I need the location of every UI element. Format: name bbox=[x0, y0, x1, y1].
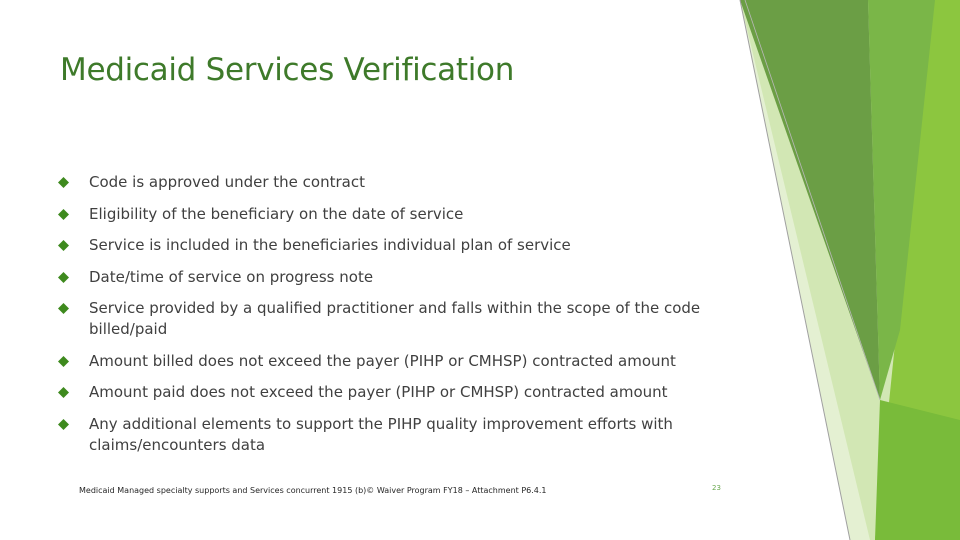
facet-lime bbox=[875, 400, 960, 540]
list-item bbox=[58, 414, 738, 456]
bullet-text: Code is approved under the contract bbox=[89, 173, 365, 191]
bullet-text: Service is included in the beneficiaries individual plan of service bbox=[89, 236, 571, 254]
slide-title: Medicaid Services Verification bbox=[60, 52, 515, 88]
list-item bbox=[58, 382, 738, 403]
list-item bbox=[58, 267, 738, 288]
bullet-text: Amount billed does not exceed the payer (PIHP or CMHSP) contracted amount bbox=[89, 351, 676, 370]
bullet-text: Date/time of service on progress note bbox=[89, 267, 374, 286]
list-item bbox=[58, 298, 738, 340]
bullet-text: Amount paid does not exceed the payer (PIHP or CMHSP) contracted amount bbox=[89, 383, 668, 401]
bullet-text: Service provided by a qualified practitioner and falls within the scope of the code billed/paid bbox=[89, 299, 701, 338]
diamond-bullet-icon bbox=[58, 272, 69, 283]
diamond-bullet-icon bbox=[58, 387, 69, 398]
bullet-list bbox=[58, 172, 738, 466]
diamond-bullet-icon bbox=[58, 419, 69, 430]
list-item bbox=[58, 351, 738, 372]
list-item bbox=[58, 235, 738, 256]
slide-footer: Medicaid Managed specialty supports and Services concurrent 1915 (b)© Waiver Program FY18 – Attachment P6.4.1 bbox=[79, 486, 547, 495]
diamond-bullet-icon bbox=[58, 177, 69, 188]
diamond-bullet-icon bbox=[58, 356, 69, 367]
bullet-text: Any additional elements to support the PIHP quality improvement efforts with claims/encounters data bbox=[89, 414, 673, 454]
list-item bbox=[58, 204, 738, 225]
list-item bbox=[58, 172, 738, 193]
page-number: 23 bbox=[712, 484, 721, 492]
diamond-bullet-icon bbox=[58, 240, 69, 251]
diamond-bullet-icon bbox=[58, 303, 69, 314]
bullet-text: Eligibility of the beneficiary on the date of service bbox=[89, 204, 464, 223]
diamond-bullet-icon bbox=[58, 209, 69, 220]
